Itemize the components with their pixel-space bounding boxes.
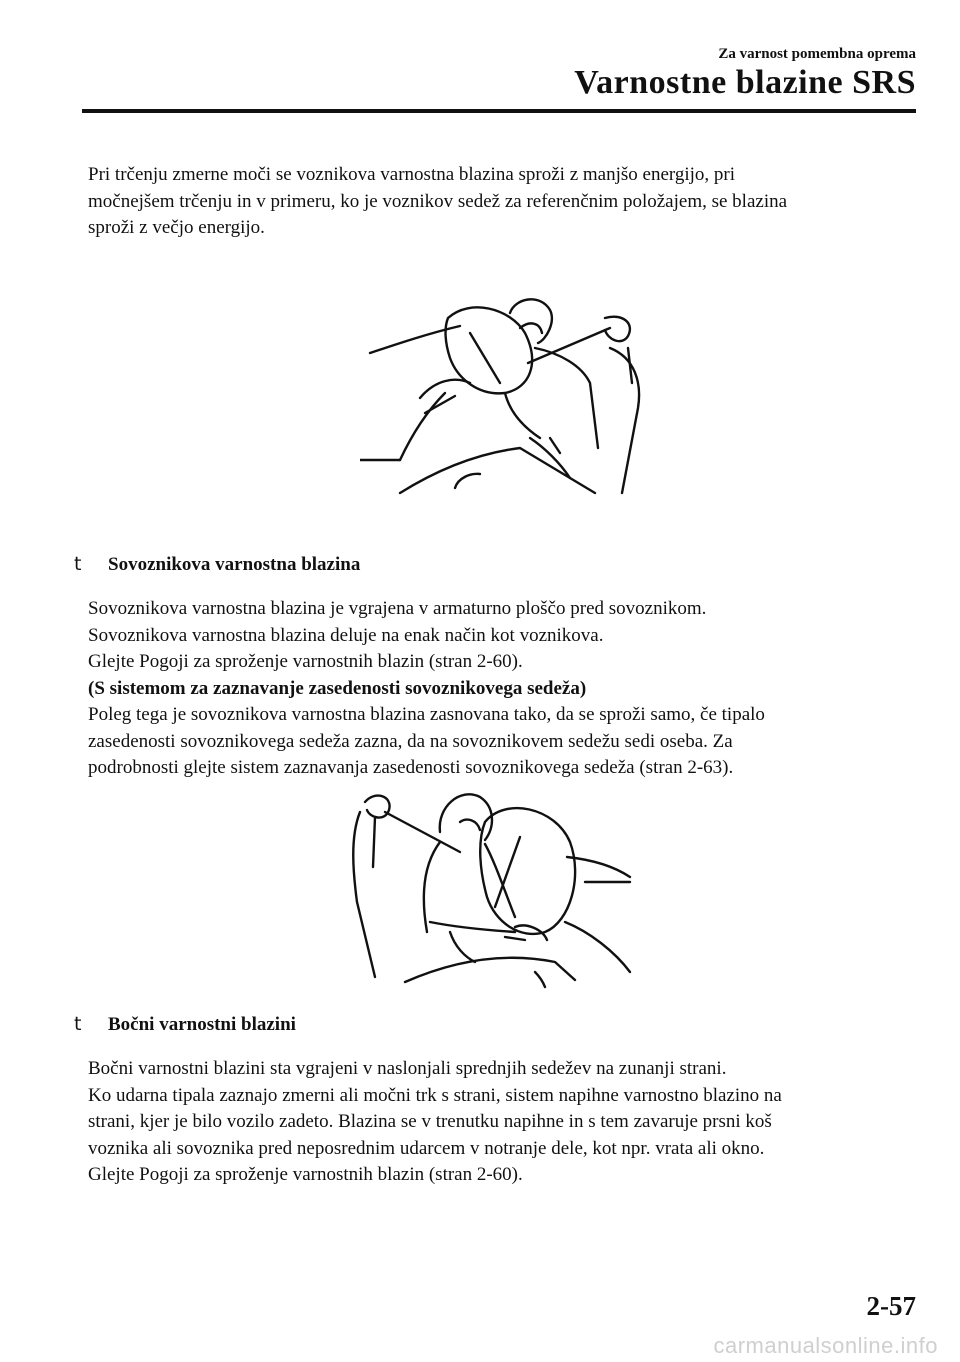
text-line: Sovoznikova varnostna blazina deluje na enak način kot voznikova. bbox=[88, 624, 604, 646]
text-line: voznika ali sovoznika pred neposrednim udarcem v notranje dele, kot npr. vrata ali okno. bbox=[88, 1137, 765, 1159]
text-line: Pri trčenju zmerne moči se voznikova varnostna blazina sproži z manjšo energijo, pri bbox=[88, 164, 736, 185]
text-line: Ko udarna tipala zaznajo zmerni ali močni trk s strani, sistem napihne varnostno blazino na bbox=[88, 1084, 782, 1106]
bullet-icon: t bbox=[74, 553, 82, 575]
text-line: Sovoznikova varnostna blazina je vgrajena v armaturno ploščo pred sovoznikom. bbox=[88, 598, 707, 619]
page-number: 2-57 bbox=[866, 1291, 916, 1321]
text-line: zasedenosti sovoznikovega sedeža zazna, da na sovoznikovem sedežu sedi oseba. Za bbox=[88, 730, 733, 752]
header-divider bbox=[82, 109, 916, 113]
text-line: podrobnosti glejte sistem zaznavanja zasedenosti sovoznikovega sedeža (stran 2-63). bbox=[88, 757, 734, 778]
section-heading-passenger-airbag bbox=[74, 553, 360, 576]
heading-text: Bočni varnostni blazini bbox=[108, 1014, 296, 1035]
text-line: Glejte Pogoji za sproženje varnostnih blazin (stran 2-60). bbox=[88, 651, 523, 672]
watermark: carmanualsonline.info bbox=[713, 1333, 938, 1358]
section-heading-side-airbags bbox=[74, 1013, 296, 1036]
occupancy-subheading: (S sistemom za zaznavanje zasedenosti sovoznikovega sedeža) bbox=[88, 677, 587, 699]
text-line: Glejte Pogoji za sproženje varnostnih blazin (stran 2-60). bbox=[88, 1164, 523, 1185]
side-airbag-paragraph bbox=[88, 1056, 928, 1189]
text-line: strani, kjer je bilo vozilo zadeto. Blazina se v trenutku napihne in s tem zavaruje prsni koš bbox=[88, 1111, 772, 1132]
text-line: Bočni varnostni blazini sta vgrajeni v naslonjali sprednjih sedežev na zunanji strani. bbox=[88, 1058, 727, 1079]
chapter-subtitle: Za varnost pomembna oprema bbox=[718, 46, 916, 62]
text-line: močnejšem trčenju in v primeru, ko je voznikov sedež za referenčnim položajem, se blazina bbox=[88, 190, 788, 212]
driver-airbag-illustration bbox=[360, 288, 660, 498]
passenger-airbag-illustration bbox=[345, 782, 645, 992]
heading-text: Sovoznikova varnostna blazina bbox=[108, 554, 361, 575]
passenger-airbag-paragraph bbox=[88, 596, 928, 782]
page-title: Varnostne blazine SRS bbox=[574, 64, 916, 101]
text-line: Poleg tega je sovoznikova varnostna blazina zasnovana tako, da se sproži samo, če tipalo bbox=[88, 704, 765, 725]
text-line: sproži z večjo energijo. bbox=[88, 217, 265, 238]
intro-paragraph bbox=[88, 162, 928, 242]
bullet-icon: t bbox=[74, 1013, 82, 1035]
